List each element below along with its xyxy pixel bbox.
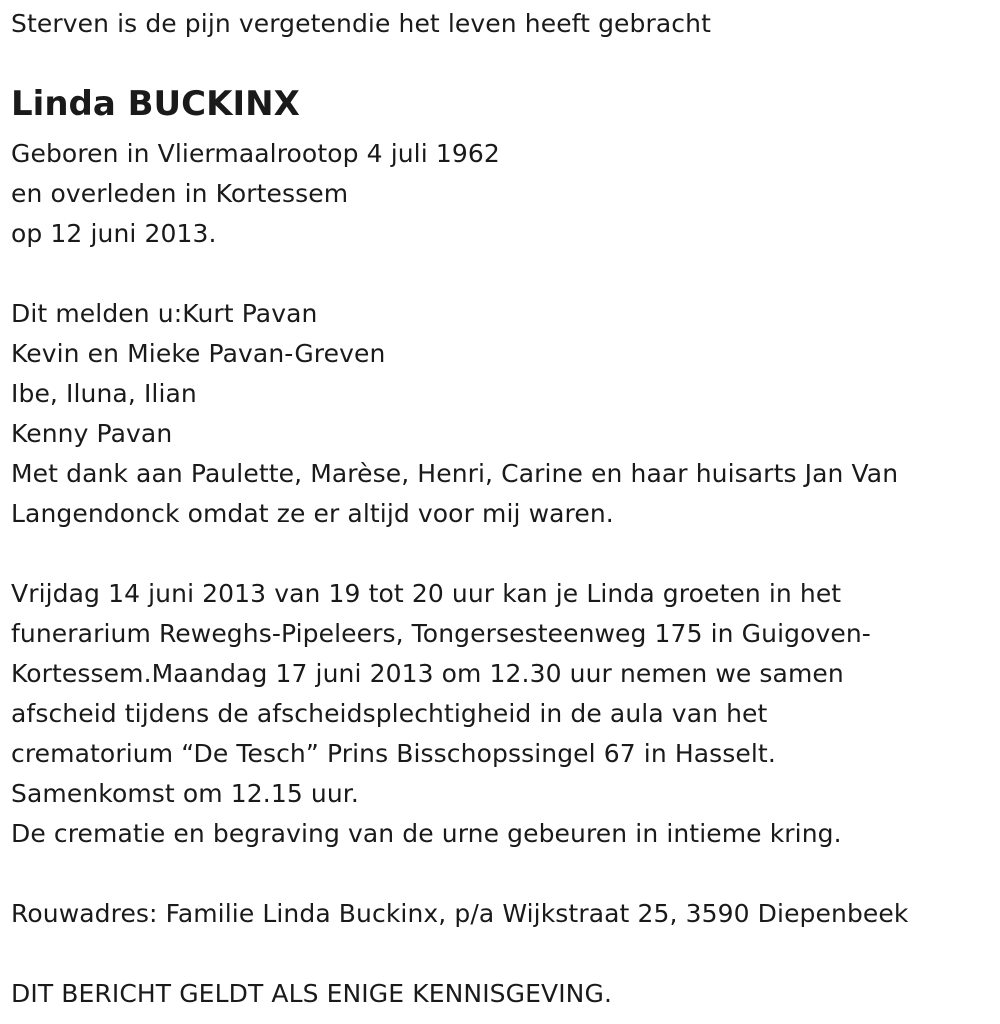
ceremony-line: Vrijdag 14 juni 2013 van 19 tot 20 uur kan je Linda groeten in het: [11, 579, 842, 608]
deceased-name: Linda BUCKINX: [11, 84, 300, 124]
family-line: Ibe, Iluna, Ilian: [11, 379, 197, 408]
closing-statement: DIT BERICHT GELDT ALS ENIGE KENNISGEVING.: [11, 979, 612, 1008]
ceremony-details: [11, 574, 871, 854]
ceremony-line: afscheid tijdens de afscheidsplechtigheid in de aula van het: [11, 699, 768, 728]
family-line: Dit melden u:Kurt Pavan: [11, 299, 318, 328]
thanks-line: Met dank aan Paulette, Marèse, Henri, Carine en haar huisarts Jan Van: [11, 459, 899, 488]
family-line: Kenny Pavan: [11, 419, 173, 448]
ceremony-line: De crematie en begraving van de urne gebeuren in intieme kring.: [11, 819, 842, 848]
opening-quote: Sterven is de pijn vergetendie het leven heeft gebracht: [11, 9, 711, 38]
death-date-line: op 12 juni 2013.: [11, 219, 217, 248]
ceremony-line: Samenkomst om 12.15 uur.: [11, 779, 359, 808]
mourning-address: Rouwadres: Familie Linda Buckinx, p/a Wijkstraat 25, 3590 Diepenbeek: [11, 899, 909, 928]
ceremony-line: crematorium “De Tesch” Prins Bisschopssingel 67 in Hasselt.: [11, 739, 776, 768]
death-place-line: en overleden in Kortessem: [11, 179, 349, 208]
family-announcement: [11, 294, 898, 534]
family-line: Kevin en Mieke Pavan-Greven: [11, 339, 386, 368]
birth-line: Geboren in Vliermaalrootop 4 juli 1962: [11, 139, 500, 168]
ceremony-line: Kortessem.Maandag 17 juni 2013 om 12.30 uur nemen we samen: [11, 659, 844, 688]
ceremony-line: funerarium Reweghs-Pipeleers, Tongersesteenweg 175 in Guigoven-: [11, 619, 871, 648]
thanks-line: Langendonck omdat ze er altijd voor mij waren.: [11, 499, 614, 528]
birth-death-info: [11, 134, 500, 254]
